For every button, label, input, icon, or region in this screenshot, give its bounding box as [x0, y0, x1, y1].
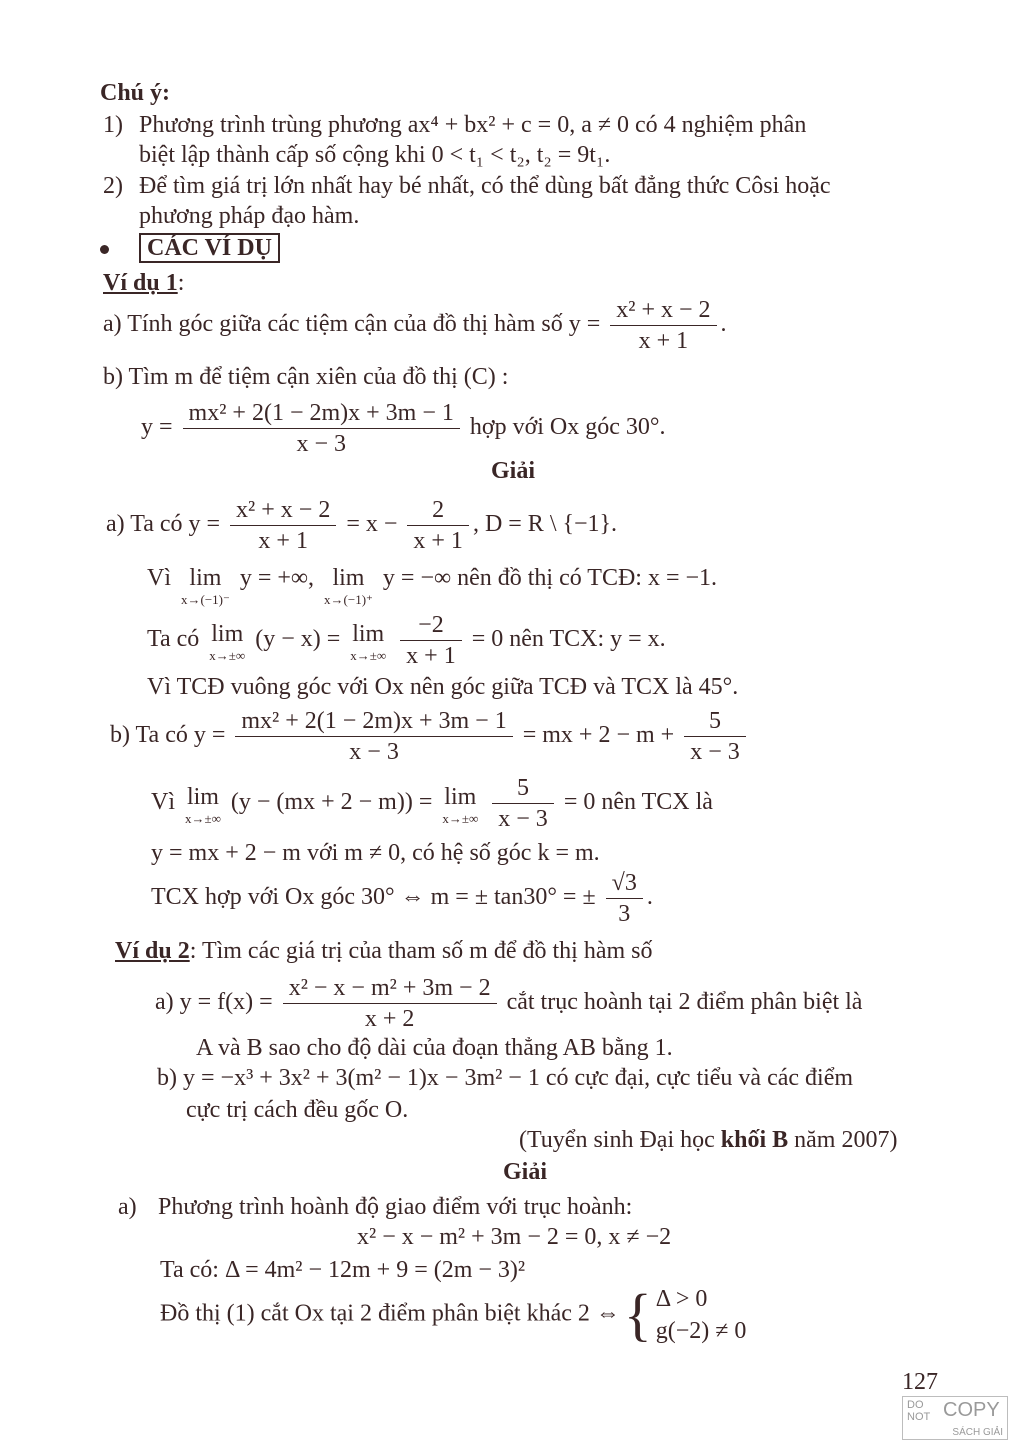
limit [324, 563, 373, 607]
text: = 0 nên TCX là [563, 789, 713, 816]
limit-subscript: x→(−1)⁺ [324, 592, 373, 607]
watermark-text [907, 1399, 930, 1423]
example-2-part-a-line-2: A và B sao cho độ dài của đoạn thẳng AB bằng 1. [196, 1035, 673, 1061]
limit-subscript: x→±∞ [442, 810, 479, 826]
fraction-denominator: x − 3 [349, 739, 399, 765]
watermark-copy: COPY [943, 1399, 1000, 1421]
text: y = +∞, [239, 565, 315, 591]
text: = 0 nên TCX: y = x. [471, 626, 666, 653]
limit [350, 619, 386, 663]
fraction-numerator: 5 [684, 706, 746, 737]
brace-symbol: { [623, 1282, 652, 1347]
solution-2-line-1-number: a) [118, 1194, 137, 1220]
watermark-line-1: DO [907, 1399, 924, 1411]
note-item-2-number: 2) [103, 173, 123, 199]
fraction-denominator: x + 2 [364, 1006, 415, 1032]
fraction [606, 868, 643, 929]
solution-1-a-line-2 [147, 563, 717, 607]
fraction [684, 706, 746, 767]
solution-1-a-line-1 [106, 495, 617, 556]
text: a) y = f(x) = [155, 989, 273, 1016]
fraction-denominator: x + 1 [258, 528, 308, 554]
condition: Δ > 0 [655, 1286, 708, 1312]
text: = mx + 2 − m + [522, 722, 675, 749]
fraction-denominator: x + 1 [406, 643, 456, 669]
fraction-numerator: x² + x − 2 [610, 295, 716, 326]
fraction-denominator: x − 3 [690, 739, 740, 765]
example-2-part-a [155, 973, 862, 1034]
watermark-logo [902, 1396, 1008, 1440]
section-heading [100, 233, 280, 263]
note-title: Chú ý: [100, 80, 171, 106]
fraction [283, 973, 497, 1034]
watermark-line-2: NOT [907, 1411, 931, 1423]
example-1-a-text: a) Tính góc giữa các tiệm cận của đồ thị hàm số y = [103, 311, 601, 338]
solution-2-line-1: Phương trình hoành độ giao điểm với trục hoành: [158, 1194, 633, 1220]
fraction-denominator: x + 1 [413, 528, 463, 554]
fraction-numerator: x² − x − m² + 3m − 2 [283, 973, 497, 1004]
example-1-b-end: hợp với Ox góc 30°. [469, 414, 666, 441]
text: . [646, 884, 653, 911]
fraction-numerator: 5 [492, 773, 554, 804]
text: (y − (mx + 2 − m)) = [230, 789, 433, 816]
example-1-colon: : [177, 270, 185, 296]
note-item-2-line-1: Để tìm giá trị lớn nhất hay bé nhất, có thể dùng bất đẳng thức Côsi hoặc [139, 173, 831, 199]
limit-subscript: x→±∞ [209, 647, 246, 663]
limit-word: lim [211, 620, 244, 647]
limit-word: lim [444, 783, 477, 810]
fraction-numerator: x² + x − 2 [230, 495, 336, 526]
limit [209, 619, 245, 663]
text: Ta có [147, 626, 200, 653]
example-2-intro [115, 936, 653, 966]
fraction-numerator: √3 [606, 868, 643, 899]
text: a) Ta có y = [106, 511, 221, 538]
page-number: 127 [902, 1369, 938, 1395]
fraction-denominator: x + 1 [638, 328, 689, 354]
fraction-numerator: mx² + 2(1 − 2m)x + 3m − 1 [235, 706, 512, 737]
text: Vì [151, 789, 175, 816]
condition: g(−2) ≠ 0 [655, 1318, 747, 1344]
fraction-denominator: x − 3 [296, 431, 346, 457]
limit [442, 782, 478, 826]
fraction [235, 706, 512, 767]
solution-2-line-2: x² − x − m² + 3m − 2 = 0, x ≠ −2 [357, 1224, 672, 1250]
note-item-1-line-1: Phương trình trùng phương ax⁴ + bx² + c = 0, a ≠ 0 có 4 nghiệm phân [139, 112, 807, 138]
fraction-numerator: mx² + 2(1 − 2m)x + 3m − 1 [183, 398, 460, 429]
text: , D = R \ {−1}. [472, 511, 618, 538]
example-2-label: Ví dụ 2 [115, 938, 190, 964]
solution-1-b-line-2 [151, 773, 713, 834]
limit-subscript: x→±∞ [350, 647, 387, 663]
section-heading-text: CÁC VÍ DỤ [139, 233, 280, 263]
example-2-part-b-line-1: b) y = −x³ + 3x² + 3(m² − 1)x − 3m² − 1 có cực đại, cực tiểu và các điểm [157, 1065, 854, 1091]
example-1-part-a [103, 295, 727, 356]
bullet-icon [100, 245, 109, 254]
limit [185, 782, 221, 826]
solution-1-a-line-4: Vì TCĐ vuông góc với Ox nên góc giữa TCĐ và TCX là 45°. [147, 674, 739, 700]
example-2-intro-text: : Tìm các giá trị của tham số m để đồ thị hàm số [189, 938, 653, 964]
example-1-b-formula [141, 398, 666, 459]
limit-word: lim [189, 565, 222, 591]
solution-2-line-3: Ta có: Δ = 4m² − 12m + 9 = (2m − 3)² [160, 1257, 526, 1283]
text: Vì [147, 565, 171, 591]
fraction-numerator: 2 [407, 495, 469, 526]
fraction-numerator: −2 [400, 610, 462, 641]
text: năm 2007) [788, 1127, 898, 1153]
fraction [492, 773, 554, 834]
example-1-b-y: y = [141, 414, 173, 441]
solution-1-title: Giải [491, 458, 536, 484]
solution-2-title: Giải [503, 1159, 548, 1185]
solution-1-b-line-4 [151, 868, 653, 929]
fraction-denominator: x − 3 [498, 806, 548, 832]
text: b) Ta có y = [110, 722, 226, 749]
example-1-label-line [103, 268, 184, 298]
example-1-b-fraction [183, 398, 460, 459]
example-1-a-fraction [610, 295, 716, 356]
text: Đồ thị (1) cắt Ox tại 2 điểm phân biệt khác 2 ⇔ [160, 1300, 620, 1327]
watermark-brand: SÁCH GIẢI [952, 1427, 1003, 1438]
text: cắt trục hoành tại 2 điểm phân biệt là [506, 989, 863, 1016]
example-2-part-b-line-2: cực trị cách đều gốc O. [186, 1097, 409, 1123]
limit [181, 563, 230, 607]
solution-1-b-line-1 [110, 706, 750, 767]
solution-1-b-line-3: y = mx + 2 − m với m ≠ 0, có hệ số góc k = m. [151, 840, 600, 866]
limit-subscript: x→±∞ [185, 810, 221, 826]
fraction [230, 495, 336, 556]
solution-1-a-line-3 [147, 610, 666, 671]
text: = x − [346, 511, 398, 538]
note-item-2-line-2: phương pháp đạo hàm. [139, 203, 360, 229]
limit-word: lim [186, 783, 219, 810]
text-bold: khối B [720, 1127, 789, 1153]
example-1-a-end: . [720, 311, 727, 338]
note-item-1-number: 1) [103, 112, 123, 138]
text: (Tuyển sinh Đại học [519, 1127, 721, 1153]
limit-word: lim [352, 620, 385, 647]
example-2-source [519, 1125, 897, 1155]
fraction [407, 495, 469, 556]
limit-word: lim [332, 565, 365, 591]
example-1-part-b: b) Tìm m để tiệm cận xiên của đồ thị (C) : [103, 364, 509, 390]
solution-2-line-4 [160, 1283, 746, 1347]
system-of-conditions [656, 1283, 747, 1347]
text: (y − x) = [255, 626, 341, 653]
fraction-denominator: 3 [618, 901, 631, 927]
text: TCX hợp với Ox góc 30° ⇔ m = ± tan30° = ± [151, 884, 596, 911]
note-item-1-line-2: biệt lập thành cấp số cộng khi 0 < t₁ < t₂, t₂ = 9t₁. [139, 142, 611, 168]
text: y = −∞ nên đồ thị có TCĐ: x = −1. [382, 565, 718, 591]
fraction [400, 610, 462, 671]
example-1-label: Ví dụ 1 [103, 270, 178, 296]
limit-subscript: x→(−1)⁻ [181, 592, 230, 607]
